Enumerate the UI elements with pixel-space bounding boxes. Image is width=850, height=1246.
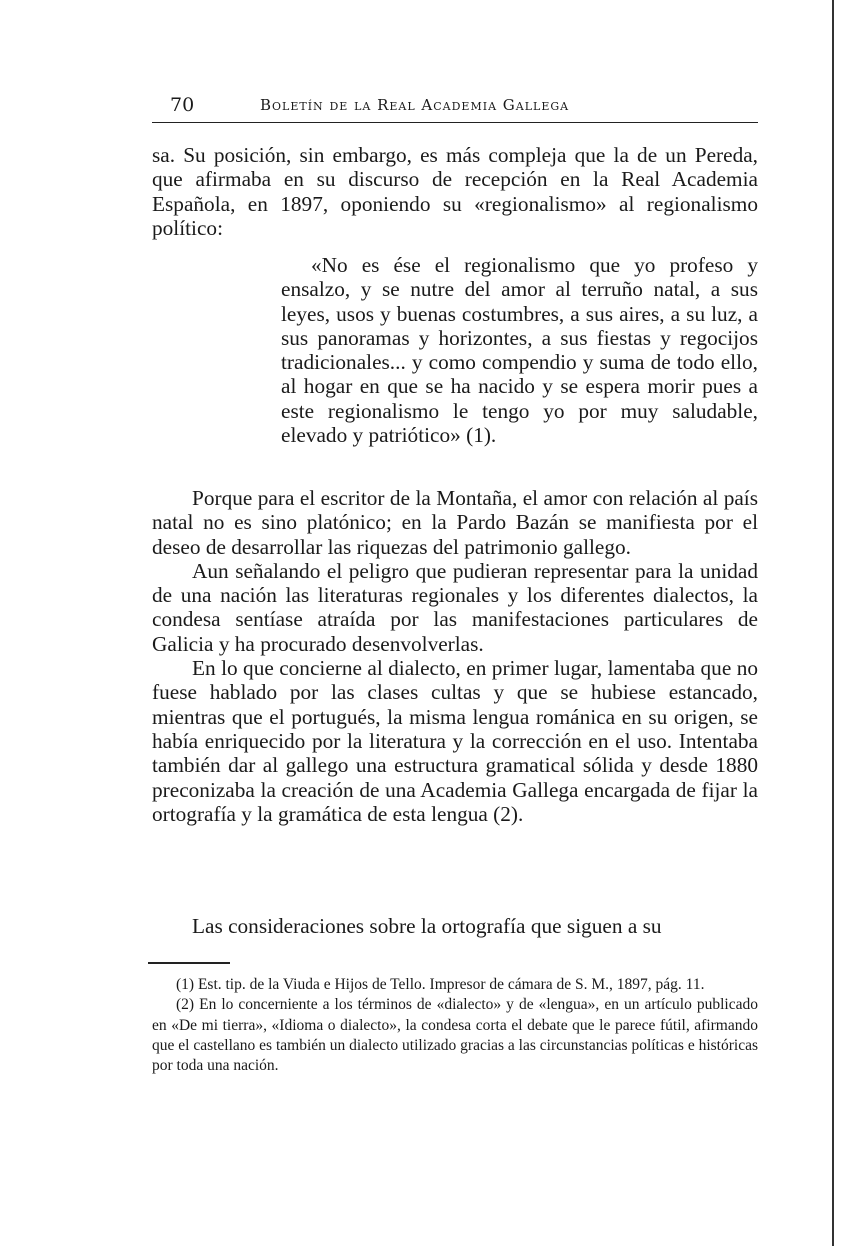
journal-title: Boletín de la Real Academia Gallega [260, 96, 570, 114]
body-text-bottom [152, 914, 758, 938]
footnote: (2) En lo concerniente a los términos de «dialecto» y de «lengua», en un artículo publicado en «De mi tierra», «Idioma o dialecto», la condesa corta el debate que le parece fútil, afirmando que el castellano es también un dialecto utilizado gracias a las circunstancias políticas e históricas por toda una nación. [152, 996, 758, 1075]
paragraph: En lo que concierne al dialecto, en primer lugar, lamentaba que no fuese hablado por las clases cultas y que se hubiese estancado, mientras que el portugués, la misma lengua románica en su origen, se había enriquecido por la literatura y la corrección en el uso. Intentaba también dar al gallego una estructura gramatical sólida y desde 1880 preconizaba la creación de una Academia Gallega encargada de fijar la ortografía y la gramática de esta lengua (2). [152, 656, 758, 826]
footnote-separator [148, 962, 230, 964]
quote-text: «No es ése el regionalismo que yo profeso y ensalzo, y se nutre del amor al terruño natal, a sus leyes, usos y buenas costumbres, a sus aires, a su luz, a sus panoramas y horizontes, a sus fiestas y regocijos tradicionales... y como compendio y suma de todo ello, al hogar en que se ha nacido y se espera morir pues a este regionalismo le tengo yo por muy saludable, elevado y patriótico» (1). [281, 253, 758, 448]
paragraph: Aun señalando el peligro que pudieran representar para la unidad de una nación las literaturas regionales y los diferentes dialectos, la condesa sentíase atraída por las manifestaciones particulares de Galicia y ha procurado desenvolverlas. [152, 558, 758, 656]
running-header [152, 92, 758, 123]
paragraph: sa. Su posición, sin embargo, es más compleja que la de un Pereda, que afirmaba en su discurso de recepción en la Real Academia Española, en 1897, oponiendo su «regionalismo» al regionalismo político: [152, 143, 758, 240]
footnote: (1) Est. tip. de la Viuda e Hijos de Tello. Impresor de cámara de S. M., 1897, pág. 11. [176, 976, 705, 993]
page-edge-line [832, 0, 834, 1246]
paragraph: Porque para el escritor de la Montaña, el amor con relación al país natal no es sino platónico; en la Pardo Bazán se manifiesta por el deseo de desarrollar las riquezas del patrimonio gallego. [152, 486, 758, 559]
block-quote [281, 253, 758, 447]
page-number: 70 [170, 94, 195, 116]
paragraph: Las consideraciones sobre la ortografía que siguen a su [192, 914, 662, 938]
body-text-top [152, 143, 758, 240]
body-text-main [152, 486, 758, 826]
footnotes [152, 975, 758, 1076]
